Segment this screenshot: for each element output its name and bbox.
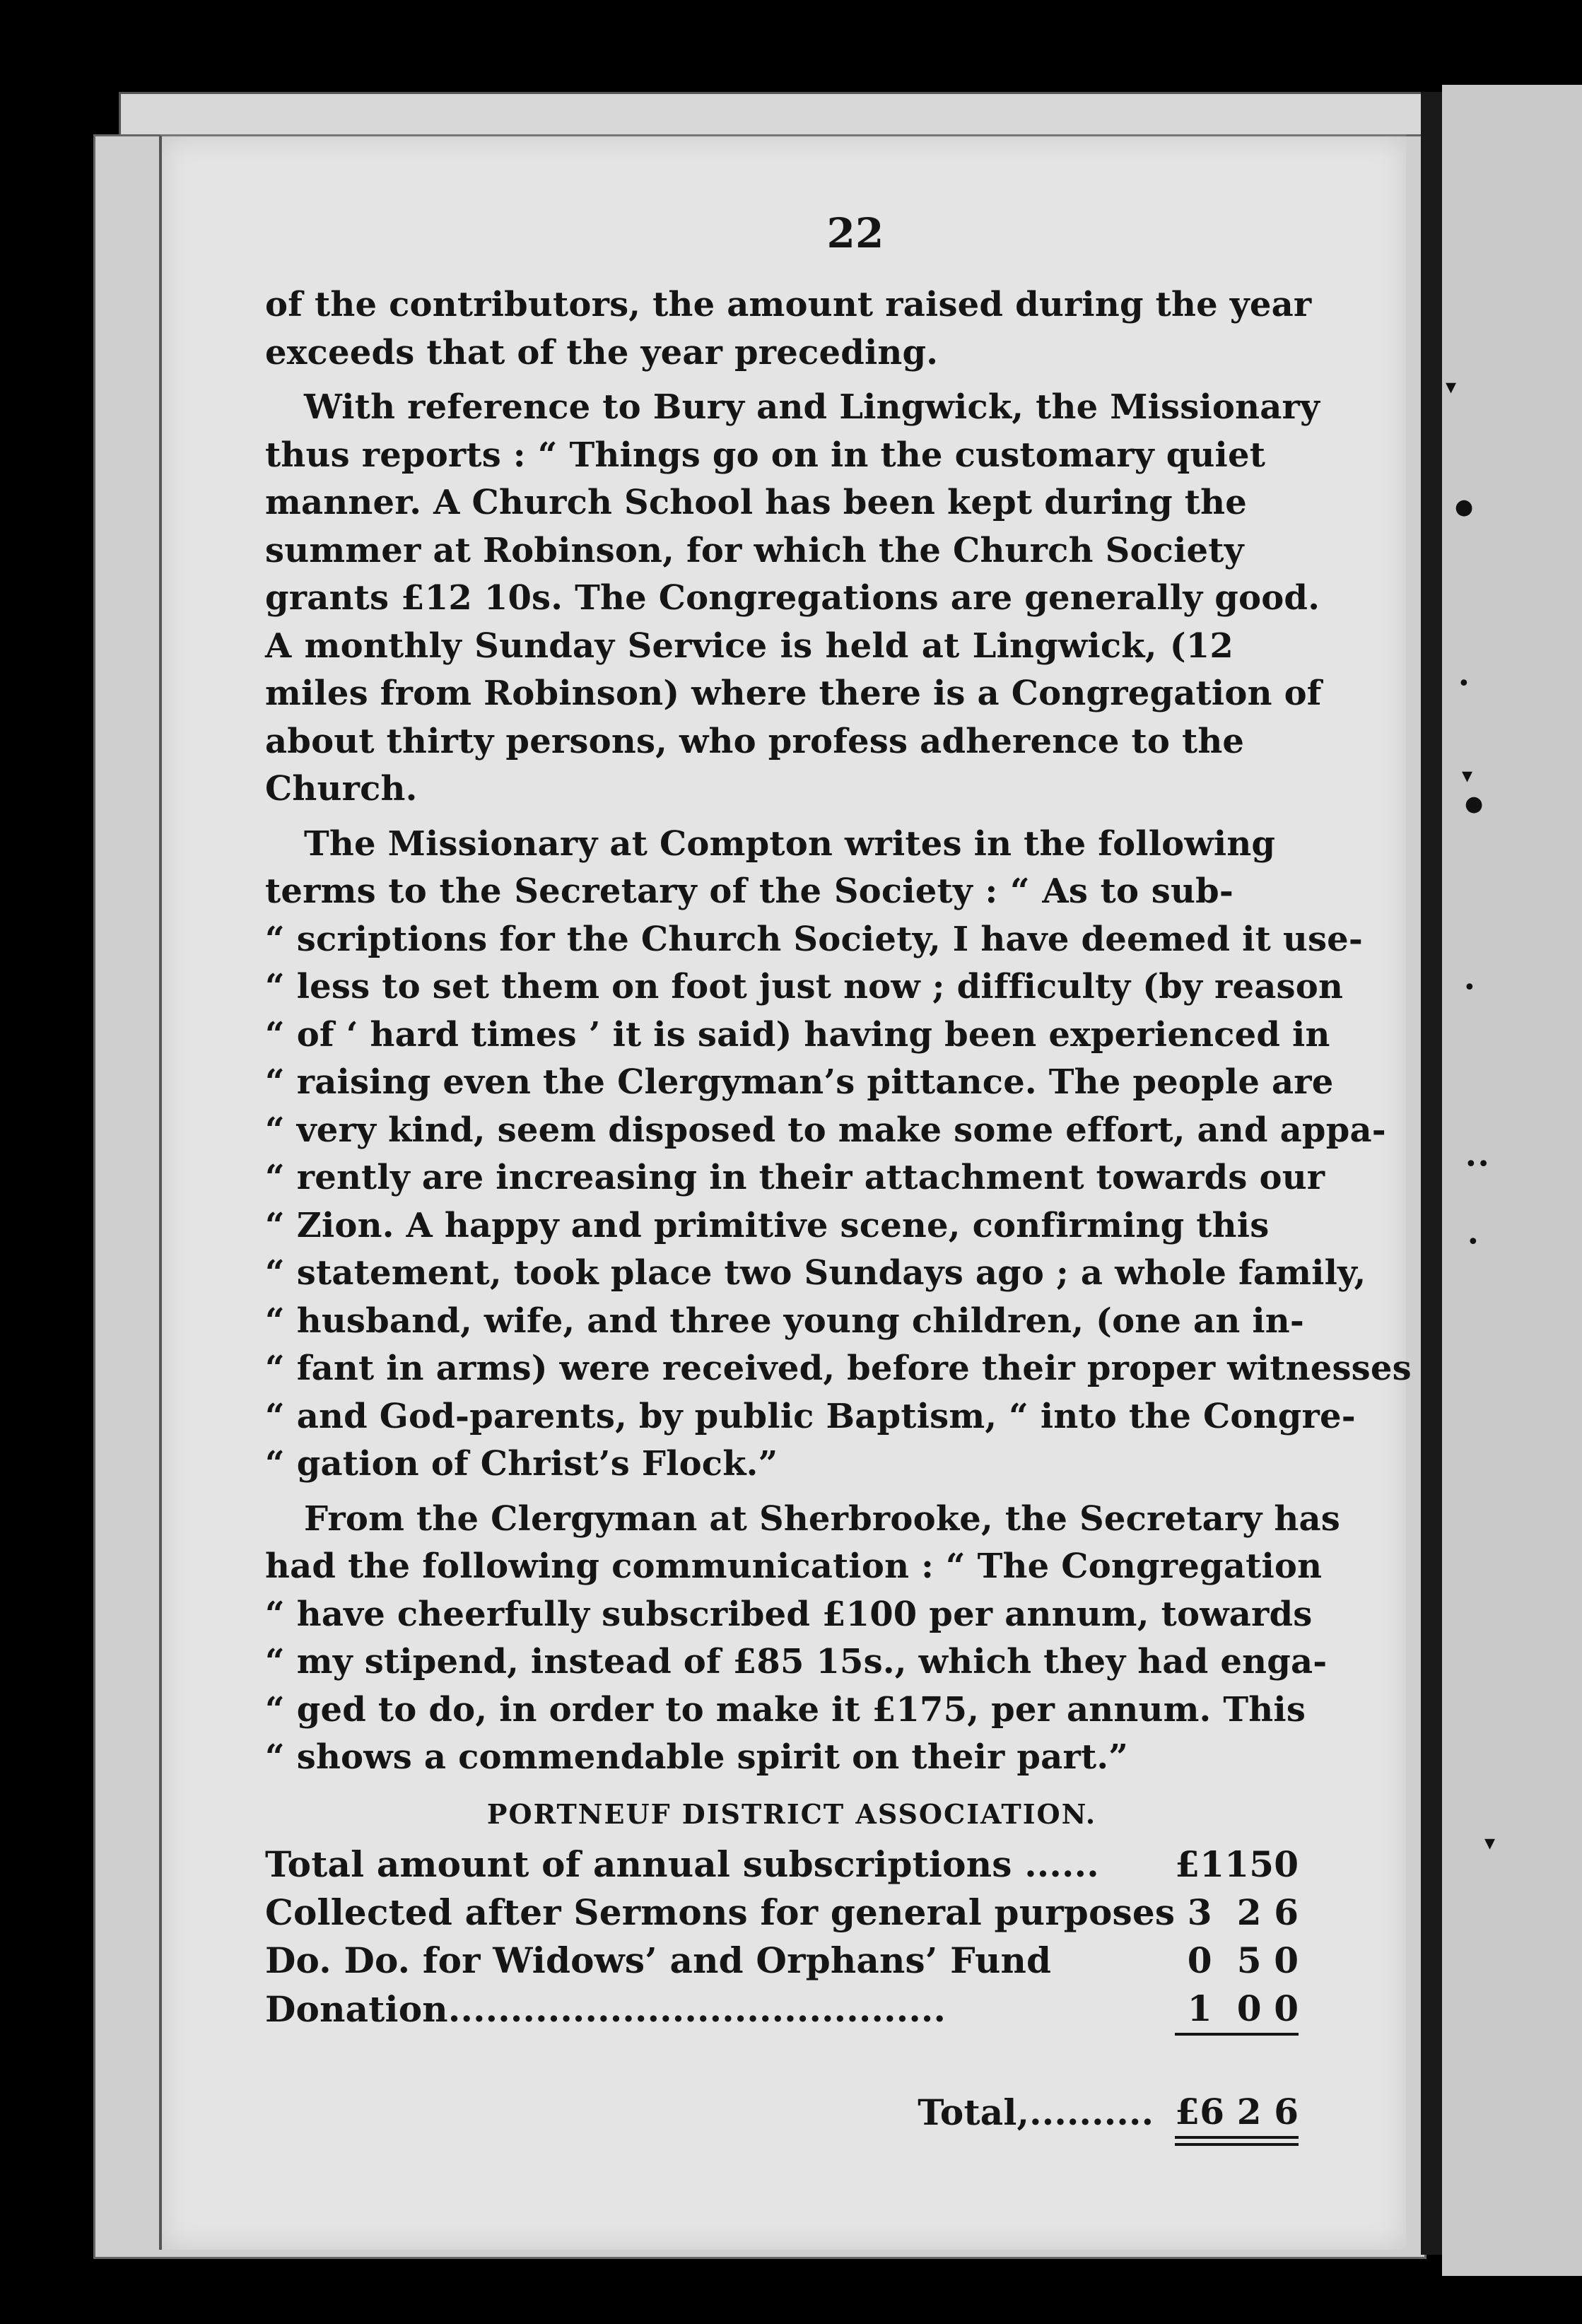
- text-line: about thirty persons, who profess adherence to the: [265, 721, 1245, 761]
- amount-pounds: 1: [1187, 1988, 1212, 2030]
- amount-shillings: 2: [1236, 2091, 1262, 2133]
- amount-pence: 0: [1274, 1988, 1299, 2030]
- amount-shillings: 5: [1236, 1939, 1262, 1982]
- amount-shillings: 2: [1236, 1891, 1262, 1934]
- account-description: Do. Do. for Widows’ and Orphans’ Fund: [265, 1939, 1052, 1982]
- text-line: “ Zion. A happy and primitive scene, confirming this: [265, 1205, 1270, 1245]
- text-line: manner. A Church School has been kept during the: [265, 483, 1247, 522]
- account-row: [265, 1937, 1299, 1985]
- sum-rule: [265, 2034, 1299, 2082]
- page-text: [265, 205, 1412, 2146]
- amount-shillings: 0: [1236, 1988, 1262, 2030]
- text-line: “ ged to do, in order to make it £175, per annum. This: [265, 1689, 1306, 1730]
- speck-mark: ▾: [1446, 375, 1457, 399]
- amount-pence: 6: [1274, 2091, 1299, 2133]
- body-paragraphs: [265, 281, 1412, 1782]
- text-line: “ fant in arms) were received, before their proper witnesses: [265, 1349, 1412, 1388]
- text-line: “ statement, took place two Sundays ago ; a whole family,: [265, 1253, 1366, 1293]
- text-line: From the Clergyman at Sherbrooke, the Secretary has: [304, 1498, 1341, 1539]
- text-line: “ husband, wife, and three young children, (one an in-: [265, 1301, 1304, 1341]
- speck-mark: •: [1463, 975, 1476, 1000]
- amount-pounds: 3: [1187, 1891, 1212, 1934]
- paragraph: [265, 1496, 1341, 1782]
- text-line: “ have cheerfully subscribed £100 per annum, towards: [265, 1594, 1313, 1634]
- text-line: “ shows a commendable spirit on their part.”: [265, 1737, 1129, 1777]
- binding-shadow: [1421, 92, 1442, 2255]
- account-total-row: [265, 2082, 1299, 2137]
- text-line: “ my stipend, instead of £85 15s., which they had enga-: [265, 1642, 1328, 1682]
- text-line: grants £12 10s. The Congregations are generally good.: [265, 578, 1320, 618]
- text-line: of the contributors, the amount raised during the year: [265, 285, 1312, 324]
- text-line: “ raising even the Clergyman’s pittance. The people are: [265, 1062, 1334, 1102]
- paragraph: [265, 821, 1412, 1489]
- double-underline: [265, 2137, 1299, 2144]
- account-row: [265, 1889, 1299, 1937]
- account-description: Total amount of annual subscriptions ......: [265, 1843, 1099, 1886]
- text-line: “ rently are increasing in their attachment towards our: [265, 1158, 1325, 1197]
- speck-mark: ●: [1465, 792, 1484, 816]
- speck-mark: ▾: [1484, 1831, 1496, 1855]
- speck-mark: ••: [1465, 1152, 1490, 1177]
- amount-pence: 0: [1274, 1843, 1299, 1886]
- speck-mark: •: [1467, 1230, 1480, 1255]
- text-line: miles from Robinson) where there is a Congregation of: [265, 674, 1322, 713]
- speck-mark: •: [1458, 671, 1470, 696]
- page-number: 22: [826, 209, 884, 257]
- text-line: thus reports : “ Things go on in the customary quiet: [265, 435, 1266, 475]
- text-line: “ of ‘ hard times ’ it is said) having been experienced in: [265, 1014, 1330, 1055]
- text-line: “ and God-parents, by public Baptism, “ into the Congre-: [265, 1396, 1356, 1436]
- text-line: Church.: [265, 769, 418, 809]
- amount-pounds: £6: [1175, 2091, 1225, 2133]
- account-table: [265, 1841, 1299, 2146]
- text-line: A monthly Sunday Service is held at Lingwick, (12: [265, 626, 1234, 666]
- speck-mark: ▾: [1462, 763, 1473, 788]
- amount-pence: 0: [1274, 1939, 1299, 1982]
- facing-page-strip: [1442, 85, 1582, 2276]
- text-line: summer at Robinson, for which the Church Society: [265, 530, 1244, 570]
- account-description: Donation........................................: [265, 1988, 947, 2031]
- amount-pounds: £1: [1175, 1843, 1225, 1886]
- text-line: With reference to Bury and Lingwick, the Missionary: [304, 387, 1320, 427]
- text-line: “ gation of Christ’s Flock.”: [265, 1444, 778, 1484]
- text-line: had the following communication : “ The Congregation: [265, 1547, 1323, 1586]
- text-line: “ very kind, seem disposed to make some effort, and appa-: [265, 1110, 1386, 1150]
- account-row: [265, 1841, 1299, 1889]
- paragraph: [265, 384, 1322, 814]
- text-line: exceeds that of the year preceding.: [265, 332, 939, 372]
- amount-pounds: 0: [1187, 1939, 1212, 1982]
- paragraph: [265, 281, 1312, 377]
- amount-pence: 6: [1274, 1891, 1299, 1934]
- amount-shillings: 15: [1224, 1843, 1275, 1886]
- account-row: [265, 1985, 1299, 2034]
- text-line: “ scriptions for the Church Society, I have deemed it use-: [265, 919, 1364, 959]
- text-line: “ less to set them on foot just now ; difficulty (by reason: [265, 967, 1344, 1007]
- account-description: Collected after Sermons for general purposes: [265, 1891, 1176, 1934]
- speck-mark: ●: [1455, 495, 1474, 520]
- text-line: The Missionary at Compton writes in the following: [304, 823, 1276, 864]
- account-description: Total,..........: [918, 2091, 1154, 2134]
- text-line: terms to the Secretary of the Society : “ As to sub-: [265, 872, 1234, 911]
- account-heading: PORTNEUF DISTRICT ASSOCIATION.: [486, 1797, 1097, 1830]
